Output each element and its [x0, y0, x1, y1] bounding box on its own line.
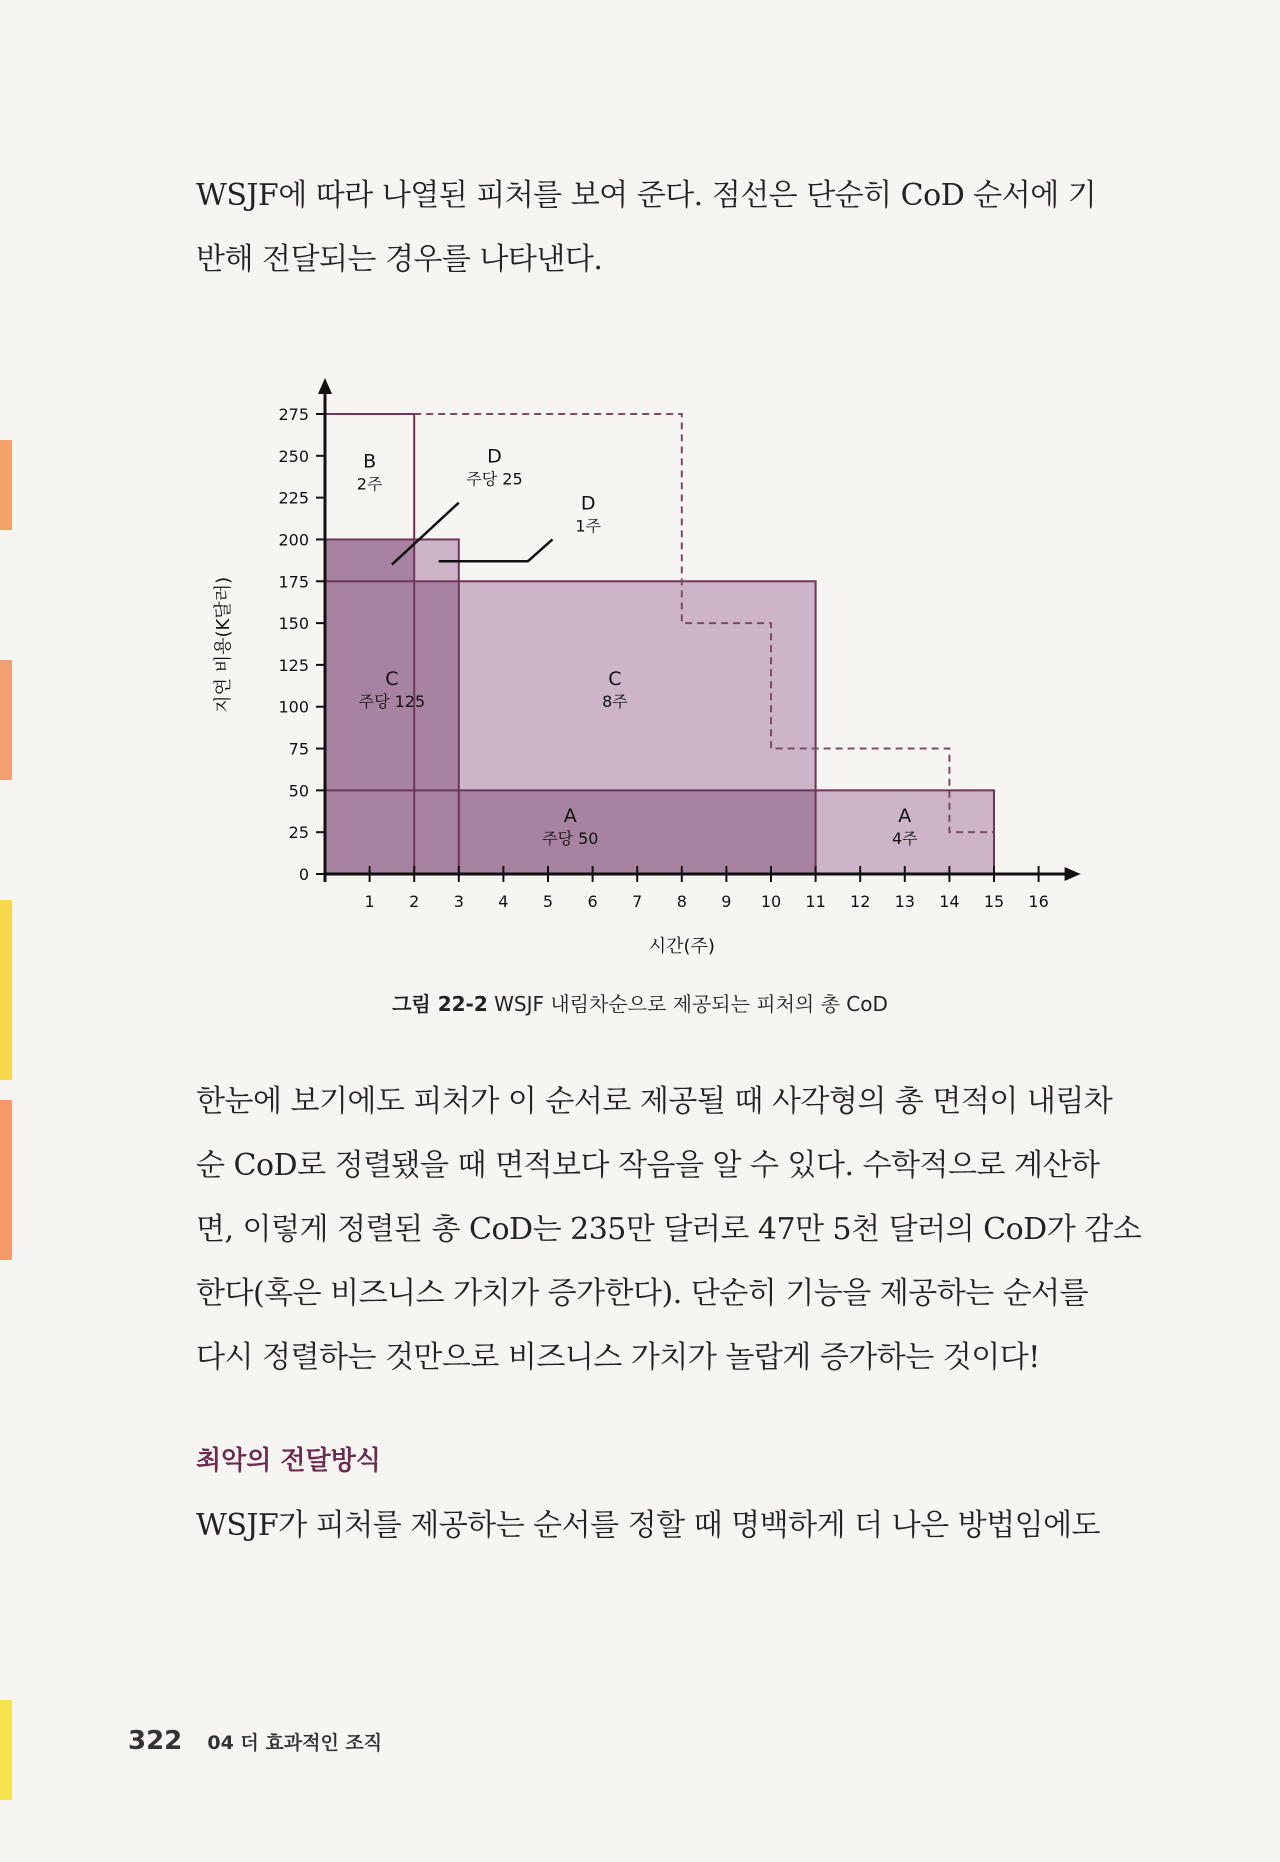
body-line: 순 CoD로 정렬됐을 때 면적보다 작음을 알 수 있다. 수학적으로 계산하 [196, 1148, 1100, 1183]
area-c-light [459, 581, 816, 790]
annotation-letter: C [608, 668, 622, 691]
body-line: 한눈에 보기에도 피처가 이 순서로 제공될 때 사각형의 총 면적이 내림차 [196, 1084, 1113, 1119]
body-paragraph [196, 1070, 1142, 1390]
y-tick-label: 150 [278, 614, 309, 634]
area-d-dark [325, 539, 414, 581]
body-line: 한다(혹은 비즈니스 가치가 증가한다). 단순히 기능을 제공하는 순서를 [196, 1276, 1089, 1311]
y-tick-label: 175 [278, 572, 309, 592]
figure-number: 그림 22-2 [392, 992, 488, 1016]
x-tick-label: 12 [850, 892, 871, 911]
x-tick-label: 11 [805, 892, 826, 911]
page-footer [128, 1726, 382, 1756]
intro-line: 반해 전달되는 경우를 나타낸다. [196, 242, 603, 277]
x-tick-label: 3 [453, 892, 464, 911]
y-tick-label: 75 [288, 739, 309, 759]
body-line: 면, 이렇게 정렬된 총 CoD는 235만 달러로 47만 5천 달러의 CoD가 감소 [196, 1212, 1142, 1247]
annotation-text: 주당 125 [358, 692, 426, 712]
figure-caption [0, 988, 1280, 1017]
annotation-text: 주당 50 [542, 829, 599, 849]
y-axis-label: 지연 비용(K달러) [213, 576, 234, 713]
y-tick-label: 0 [298, 865, 309, 884]
x-tick-label: 6 [587, 892, 598, 911]
x-tick-label: 13 [894, 892, 915, 911]
y-tick-label: 250 [278, 446, 309, 466]
annotation-letter: D [580, 492, 596, 515]
x-tick-label: 15 [983, 892, 1005, 911]
annotation-text: 주당 25 [466, 469, 523, 489]
y-tick-label: 225 [278, 488, 309, 508]
y-tick-label: 25 [288, 823, 309, 843]
continuation-line: WSJF가 피처를 제공하는 순서를 정할 때 명백하게 더 나은 방법임에도 [196, 1508, 1101, 1543]
annotation-text: 4주 [891, 829, 918, 849]
x-tick-label: 2 [409, 892, 420, 911]
annotation-text: 2주 [356, 474, 383, 494]
edge-tab [0, 1700, 12, 1800]
annotation-letter: A [898, 805, 912, 828]
annotation-letter: A [563, 805, 577, 828]
y-tick-label: 50 [288, 781, 309, 801]
y-tick-label: 200 [278, 530, 309, 550]
annotation-letter: B [363, 450, 377, 473]
y-tick-label: 125 [278, 655, 309, 675]
y-axis-arrow [318, 378, 332, 394]
x-tick-label: 16 [1028, 892, 1049, 911]
section-subheading: 최악의 전달방식 [196, 1446, 381, 1476]
annotation-letter: C [385, 668, 399, 691]
x-tick-label: 14 [939, 892, 960, 911]
edge-tab [0, 1100, 12, 1260]
annotation-letter: D [487, 445, 502, 468]
x-tick-label: 10 [760, 892, 782, 911]
x-tick-label: 4 [498, 892, 509, 911]
footer-section-title: 04 더 효과적인 조직 [207, 1732, 383, 1754]
x-axis-label: 시간(주) [648, 936, 715, 957]
annotation-text: 1주 [575, 516, 601, 536]
x-tick-label: 7 [632, 892, 643, 911]
annotation-text: 8주 [602, 692, 628, 712]
x-tick-label: 5 [542, 892, 554, 911]
x-axis-arrow [1065, 867, 1081, 881]
x-tick-label: 1 [364, 892, 375, 911]
x-tick-label: 8 [676, 892, 687, 911]
continuation-paragraph [196, 1494, 1116, 1558]
y-tick-label: 100 [278, 697, 309, 717]
body-line: 다시 정렬하는 것만으로 비즈니스 가치가 놀랍게 증가하는 것이다! [196, 1340, 1040, 1375]
x-tick-label: 9 [721, 892, 732, 911]
intro-line: WSJF에 따라 나열된 피처를 보여 준다. 점선은 단순히 CoD 순서에 기 [196, 178, 1097, 213]
page-number: 322 [128, 1726, 183, 1756]
figure-caption-text: WSJF 내림차순으로 제공되는 피처의 총 CoD [494, 992, 888, 1016]
y-tick-label: 275 [278, 405, 309, 424]
